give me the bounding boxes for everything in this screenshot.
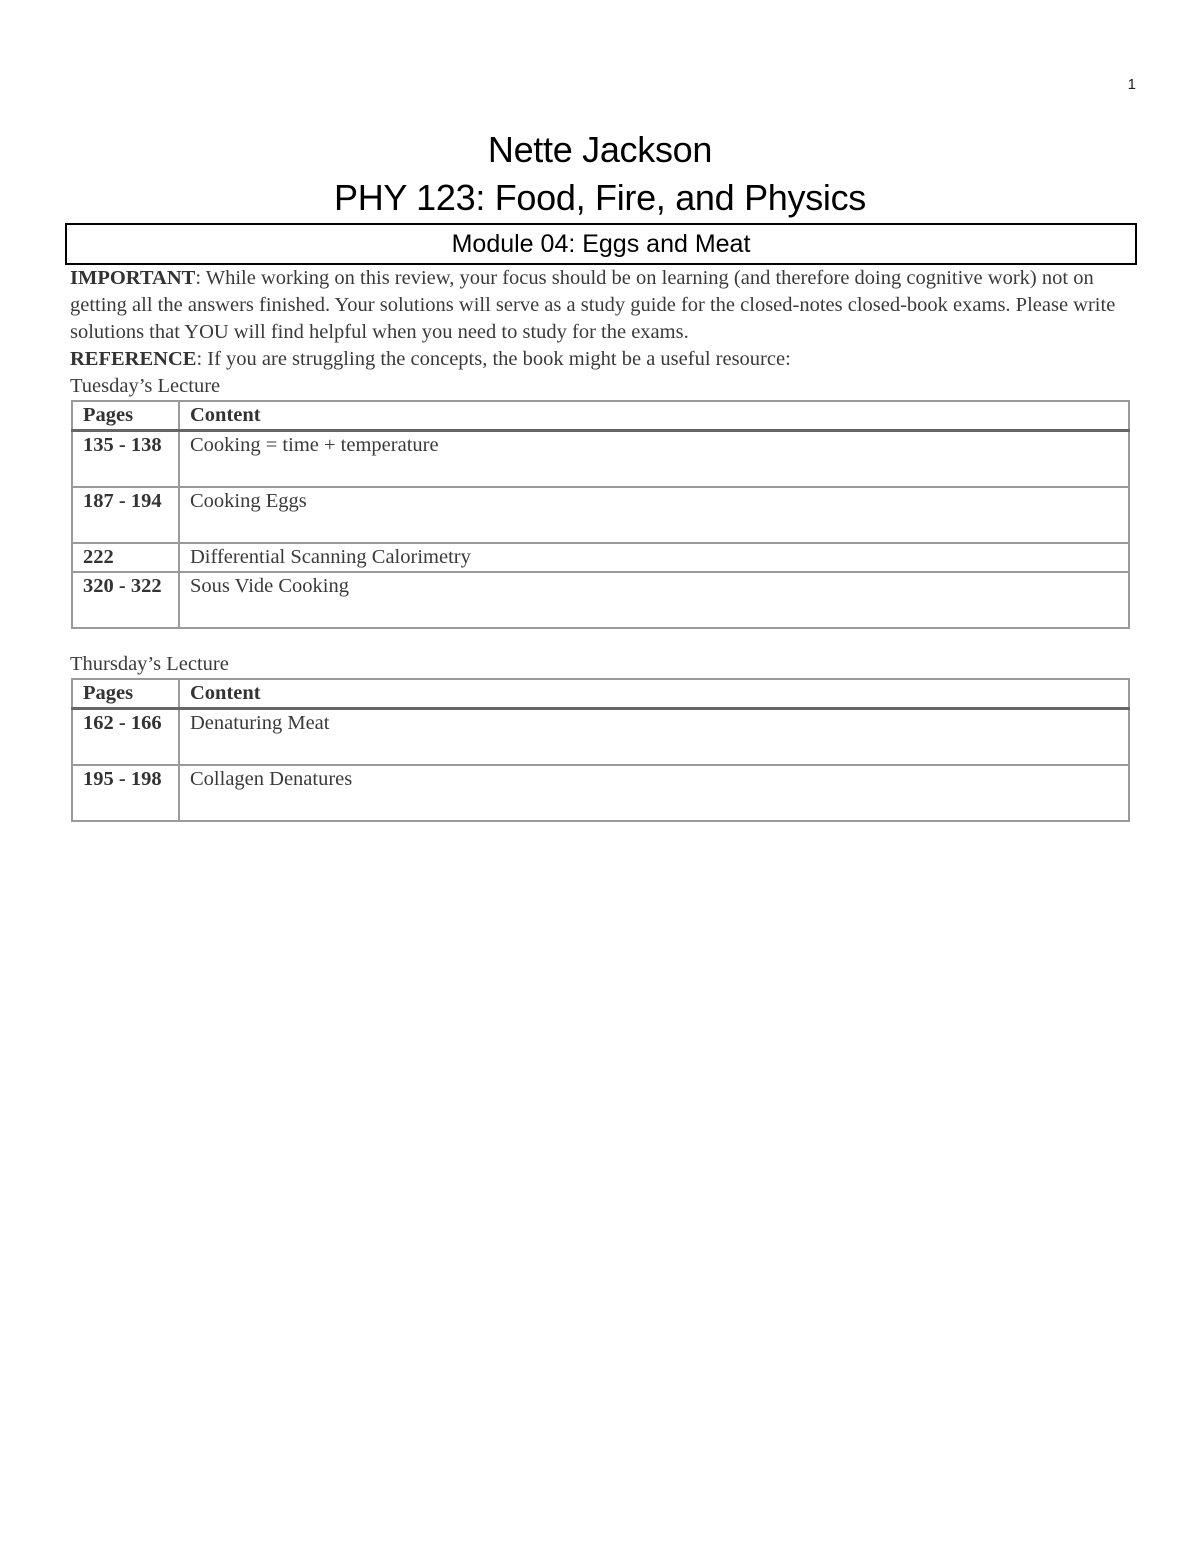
important-label: IMPORTANT — [70, 267, 196, 289]
thursday-reference-table — [71, 678, 1130, 822]
intro-section — [70, 265, 1132, 373]
content-cell: Cooking = time + temperature — [179, 431, 1129, 488]
table-header-row — [72, 401, 1129, 431]
content-cell: Denaturing Meat — [179, 709, 1129, 766]
content-cell: Collagen Denatures — [179, 765, 1129, 821]
pages-cell: 320 - 322 — [72, 572, 179, 628]
content-header: Content — [179, 679, 1129, 709]
pages-cell: 135 - 138 — [72, 431, 179, 488]
thursday-lecture-label: Thursday’s Lecture — [70, 653, 229, 675]
pages-header: Pages — [72, 401, 179, 431]
course-title: PHY 123: Food, Fire, and Physics — [334, 177, 866, 218]
reference-paragraph — [70, 346, 1132, 373]
content-cell: Cooking Eggs — [179, 487, 1129, 543]
content-cell: Sous Vide Cooking — [179, 572, 1129, 628]
reference-label: REFERENCE — [70, 348, 197, 370]
table-header-row — [72, 679, 1129, 709]
page-number: 1 — [1127, 76, 1136, 93]
important-text: : While working on this review, your focus should be on learning (and therefore doing cognitive work) not on getting all the answers finished. Your solutions will serve as a study guide for the closed-notes closed-book exams. Please write solutions that YOU will find helpful when you need to study for the exams. — [70, 267, 1116, 343]
table-row — [72, 709, 1129, 766]
pages-header: Pages — [72, 679, 179, 709]
pages-cell: 195 - 198 — [72, 765, 179, 821]
tuesday-lecture-label: Tuesday’s Lecture — [70, 375, 221, 397]
content-cell: Differential Scanning Calorimetry — [179, 543, 1129, 572]
reference-text: : If you are struggling the concepts, the book might be a useful resource: — [196, 348, 791, 370]
module-heading: Module 04: Eggs and Meat — [65, 223, 1137, 265]
tuesday-reference-table — [71, 400, 1130, 629]
pages-cell: 187 - 194 — [72, 487, 179, 543]
table-row — [72, 543, 1129, 572]
document-title — [0, 126, 1200, 222]
pages-cell: 222 — [72, 543, 179, 572]
table-row — [72, 765, 1129, 821]
author-name: Nette Jackson — [487, 129, 713, 170]
table-row — [72, 572, 1129, 628]
important-paragraph — [70, 265, 1132, 346]
content-header: Content — [179, 401, 1129, 431]
pages-cell: 162 - 166 — [72, 709, 179, 766]
table-row — [72, 431, 1129, 488]
table-row — [72, 487, 1129, 543]
